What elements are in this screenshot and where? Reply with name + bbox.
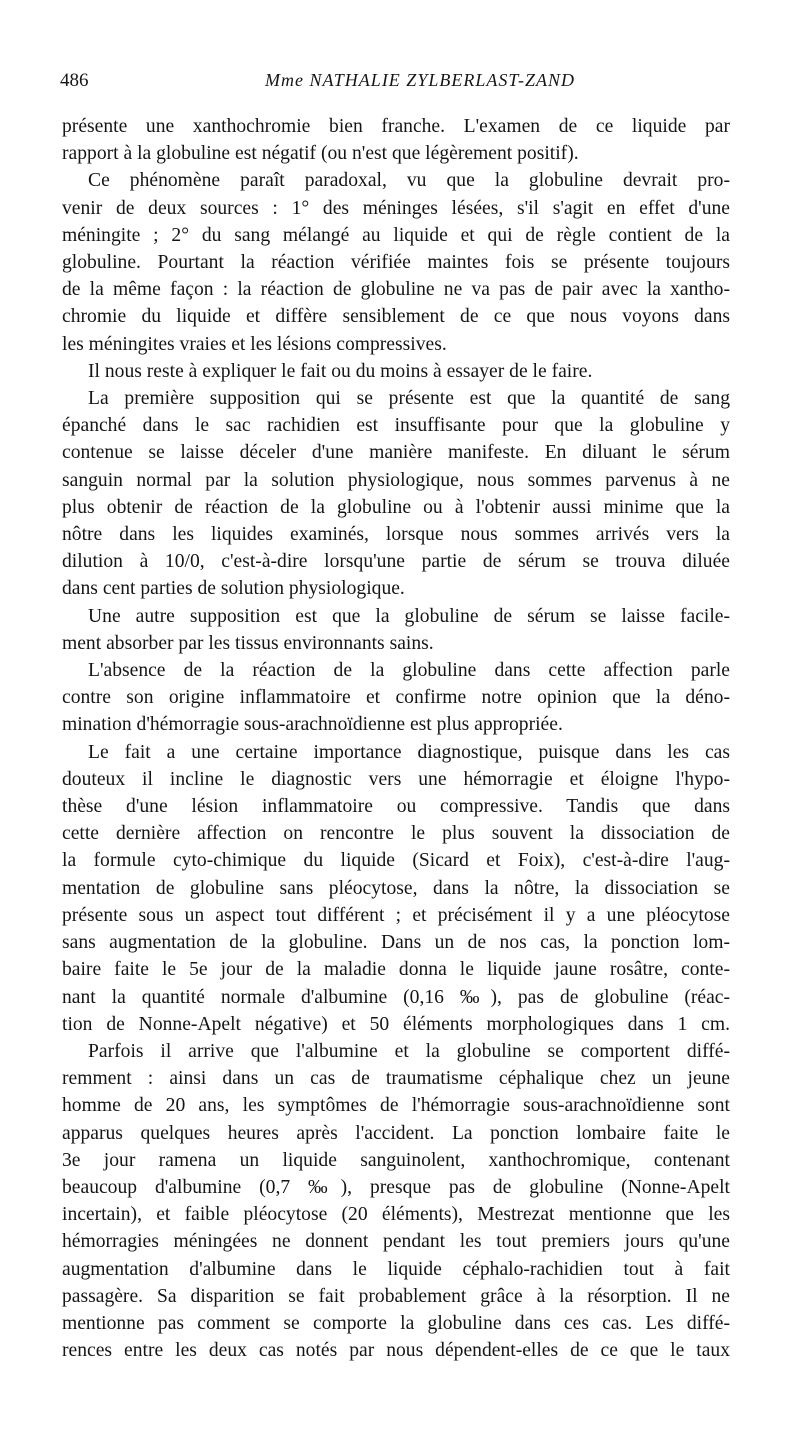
text-line: Une autre supposition est que la globuline de sérum se laisse facile- — [88, 605, 730, 627]
text-line: rapport à la globuline est négatif (ou n'est que légèrement positif). — [62, 143, 579, 165]
text-line: présente une xanthochromie bien franche. L'examen de ce liquide par — [62, 116, 730, 137]
body-text — [62, 113, 730, 1364]
text-line: mentation de globuline sans pléocytose, dans la nôtre, la dissociation se — [62, 877, 730, 899]
text-line: plus obtenir de réaction de la globuline ou à l'obtenir aussi minime que la — [62, 496, 730, 518]
text-line: augmentation d'albumine dans le liquide céphalo-rachidien tout à fait — [62, 1258, 730, 1280]
text-line: mentionne pas comment se comporte la globuline dans ces cas. Les diffé- — [62, 1312, 730, 1334]
text-line: chromie du liquide et diffère sensiblement de ce que nous voyons dans — [62, 306, 730, 328]
text-line: nant la quantité normale d'albumine (0,16 ‰), pas de globuline (réac- — [62, 986, 730, 1008]
text-line: méningite ; 2° du sang mélangé au liquide et qui de règle contient de la — [62, 224, 730, 246]
text-line: dans cent parties de solution physiologique. — [62, 578, 405, 600]
text-line: remment : ainsi dans un cas de traumatisme céphalique chez un jeune — [62, 1068, 730, 1090]
text-line: présente sous un aspect tout différent ; et précisément il y a une pléocytose — [62, 904, 730, 926]
text-line: la formule cyto-chimique du liquide (Sicard et Foix), c'est-à-dire l'aug- — [62, 850, 730, 872]
text-line: passagère. Sa disparition se fait probablement grâce à la résorption. Il ne — [62, 1285, 730, 1307]
text-line: beaucoup d'albumine (0,7 ‰), presque pas de globuline (Nonne-Apelt — [62, 1176, 730, 1198]
text-line: rences entre les deux cas notés par nous dépendent-elles de ce que le taux — [62, 1340, 730, 1362]
text-line: 3e jour ramena un liquide sanguinolent, xanthochromique, contenant — [62, 1149, 730, 1171]
running-head: Mme NATHALIE ZYLBERLAST-ZAND — [264, 70, 576, 90]
text-line: Le fait a une certaine importance diagnostique, puisque dans les cas — [88, 741, 730, 763]
text-line: hémorragies méningées ne donnent pendant les tout premiers jours qu'une — [62, 1231, 730, 1253]
text-line: Parfois il arrive que l'albumine et la globuline se comportent diffé- — [88, 1040, 730, 1062]
text-line: apparus quelques heures après l'accident. La ponction lombaire faite le — [62, 1122, 730, 1144]
text-line: incertain), et faible pléocytose (20 éléments), Mestrezat mentionne que les — [62, 1204, 730, 1226]
text-line: de la même façon : la réaction de globuline ne va pas de pair avec la xantho- — [62, 279, 730, 301]
text-line: L'absence de la réaction de la globuline dans cette affection parle — [88, 660, 730, 682]
text-line: mination d'hémorragie sous-arachnoïdienne est plus appropriée. — [62, 714, 563, 736]
text-line: La première supposition qui se présente est que la quantité de sang — [88, 388, 730, 410]
text-line: homme de 20 ans, les symptômes de l'hémorragie sous-arachnoïdienne sont — [62, 1095, 730, 1117]
text-line: douteux il incline le diagnostic vers une hémorragie et éloigne l'hypo- — [62, 768, 730, 790]
text-line: tion de Nonne-Apelt négative) et 50 éléments morphologiques dans 1 cm. — [62, 1013, 730, 1035]
text-line: dilution à 10/0, c'est-à-dire lorsqu'une partie de sérum se trouva diluée — [62, 551, 730, 573]
text-line: contenue se laisse déceler d'une manière manifeste. En diluant le sérum — [62, 442, 730, 464]
text-line: épanché dans le sac rachidien est insuffisante pour que la globuline y — [62, 415, 730, 437]
text-line: nôtre dans les liquides examinés, lorsque nous sommes arrivés vers la — [62, 524, 730, 546]
text-line: sans augmentation de la globuline. Dans un de nos cas, la ponction lom- — [62, 932, 730, 954]
text-line: globuline. Pourtant la réaction vérifiée maintes fois se présente toujours — [62, 252, 730, 274]
text-line: ment absorber par les tissus environnants sains. — [62, 632, 434, 654]
text-line: les méningites vraies et les lésions compressives. — [62, 333, 447, 355]
text-line: baire faite le 5e jour de la maladie donna le liquide jaune rosâtre, conte- — [62, 959, 730, 981]
page-header — [60, 70, 780, 100]
text-line: contre son origine inflammatoire et confirme notre opinion que la déno- — [62, 687, 730, 709]
text-line: sanguin normal par la solution physiologique, nous sommes parvenus à ne — [62, 469, 730, 491]
text-line: cette dernière affection on rencontre le plus souvent la dissociation de — [62, 823, 730, 845]
text-line: venir de deux sources : 1° des méninges lésées, s'il s'agit en effet d'une — [62, 197, 730, 219]
text-line: thèse d'une lésion inflammatoire ou compressive. Tandis que dans — [62, 796, 730, 818]
page-number: 486 — [60, 70, 89, 91]
text-line: Il nous reste à expliquer le fait ou du moins à essayer de le faire. — [88, 360, 593, 382]
text-line: Ce phénomène paraît paradoxal, vu que la globuline devrait pro- — [88, 170, 730, 192]
